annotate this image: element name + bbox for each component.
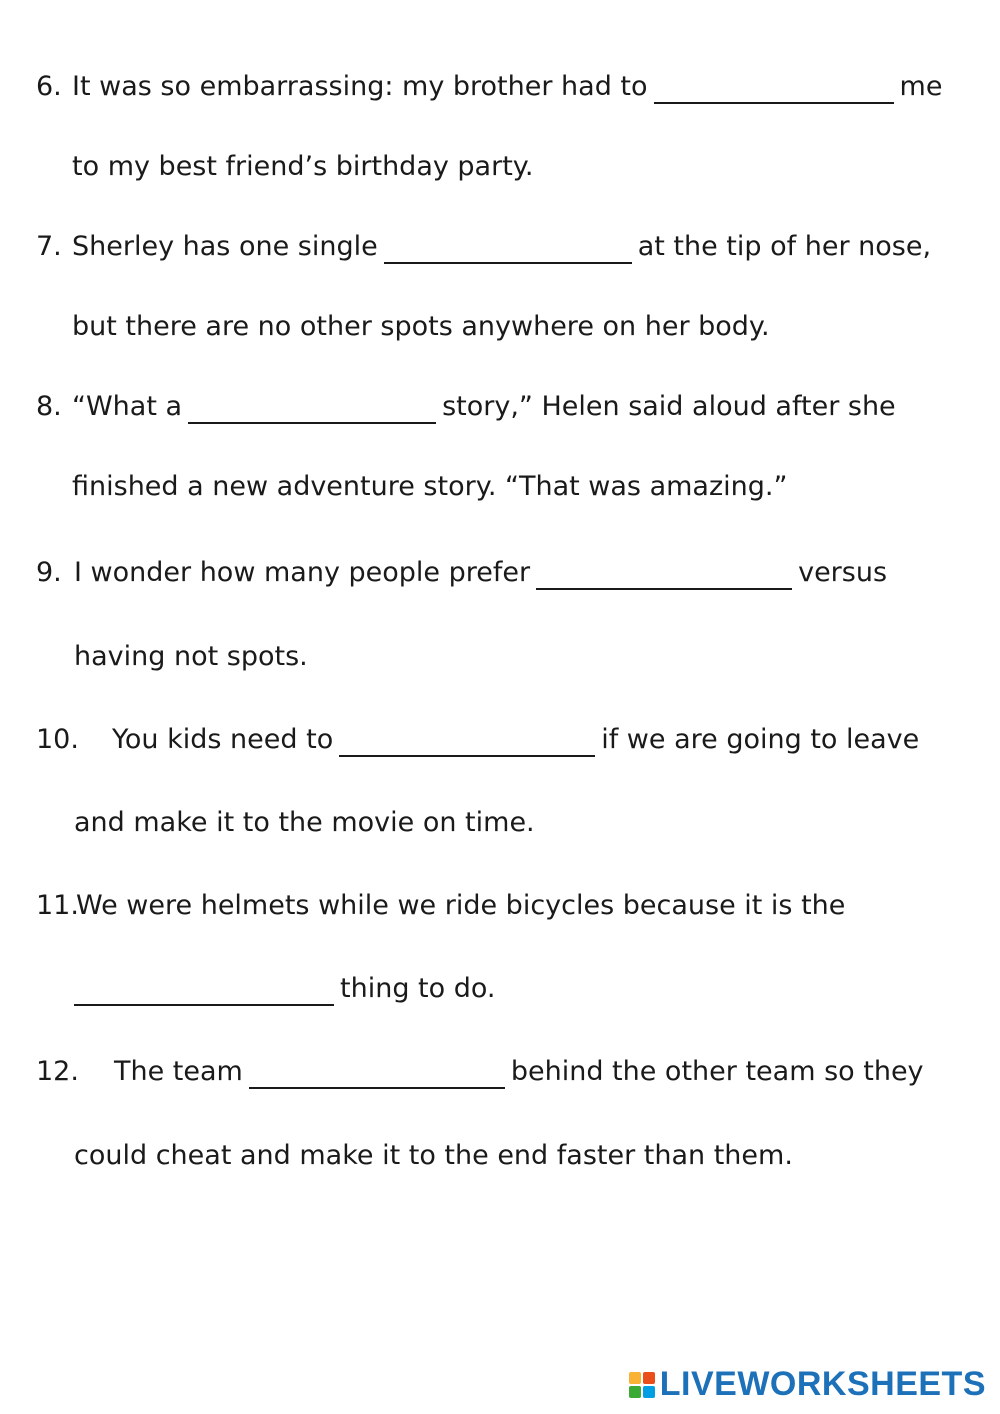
- item-text-before: You kids need to: [112, 724, 334, 755]
- item-text-continuation: could cheat and make it to the end faster than them.: [74, 1140, 793, 1171]
- item-text-after: me: [899, 71, 943, 102]
- answer-blank-12[interactable]: [249, 1057, 505, 1089]
- item-number: 9.: [36, 557, 62, 588]
- answer-blank-8[interactable]: [188, 392, 436, 424]
- item-text-after: if we are going to leave: [601, 724, 920, 755]
- liveworksheets-logo-icon: [629, 1372, 655, 1398]
- item-text-before: The team: [114, 1056, 243, 1087]
- logo-tile: [643, 1372, 655, 1384]
- item-text-after: story,” Helen said aloud after she: [442, 391, 896, 422]
- item-text-before: Sherley has one single: [72, 231, 378, 262]
- item-text-after: thing to do.: [340, 973, 496, 1004]
- item-text-continuation: to my best friend’s birthday party.: [72, 151, 534, 182]
- item-text-continuation: finished a new adventure story. “That was amazing.”: [72, 471, 788, 502]
- item-text-continuation: but there are no other spots anywhere on her body.: [72, 311, 770, 342]
- item-number: 12.: [36, 1056, 79, 1087]
- answer-blank-9[interactable]: [536, 558, 792, 590]
- item-number: 8.: [36, 391, 62, 422]
- item-text-after: at the tip of her nose,: [637, 231, 932, 262]
- answer-blank-10[interactable]: [339, 725, 595, 757]
- item-number: 7.: [36, 231, 62, 262]
- item-text-after: versus: [798, 557, 888, 588]
- item-text-before: I wonder how many people prefer: [74, 557, 531, 588]
- item-text-before: It was so embarrassing: my brother had to: [72, 71, 648, 102]
- item-number: 11.: [36, 890, 79, 921]
- item-text-continuation: having not spots.: [74, 641, 308, 672]
- logo-text: LIVEWORKSHEETS: [659, 1365, 986, 1403]
- item-text-before: “What a: [72, 391, 183, 422]
- item-text-continuation: and make it to the movie on time.: [74, 807, 535, 838]
- answer-blank-7[interactable]: [384, 232, 632, 264]
- answer-blank-11[interactable]: [74, 974, 334, 1006]
- logo-tile: [629, 1372, 641, 1384]
- item-text: We were helmets while we ride bicycles because it is the: [76, 890, 846, 921]
- logo-tile: [643, 1386, 655, 1398]
- item-number: 6.: [36, 71, 62, 102]
- liveworksheets-logo[interactable]: [629, 1365, 986, 1404]
- item-number: 10.: [36, 724, 79, 755]
- answer-blank-6[interactable]: [654, 72, 894, 104]
- item-text-after: behind the other team so they: [510, 1056, 924, 1087]
- logo-tile: [629, 1386, 641, 1398]
